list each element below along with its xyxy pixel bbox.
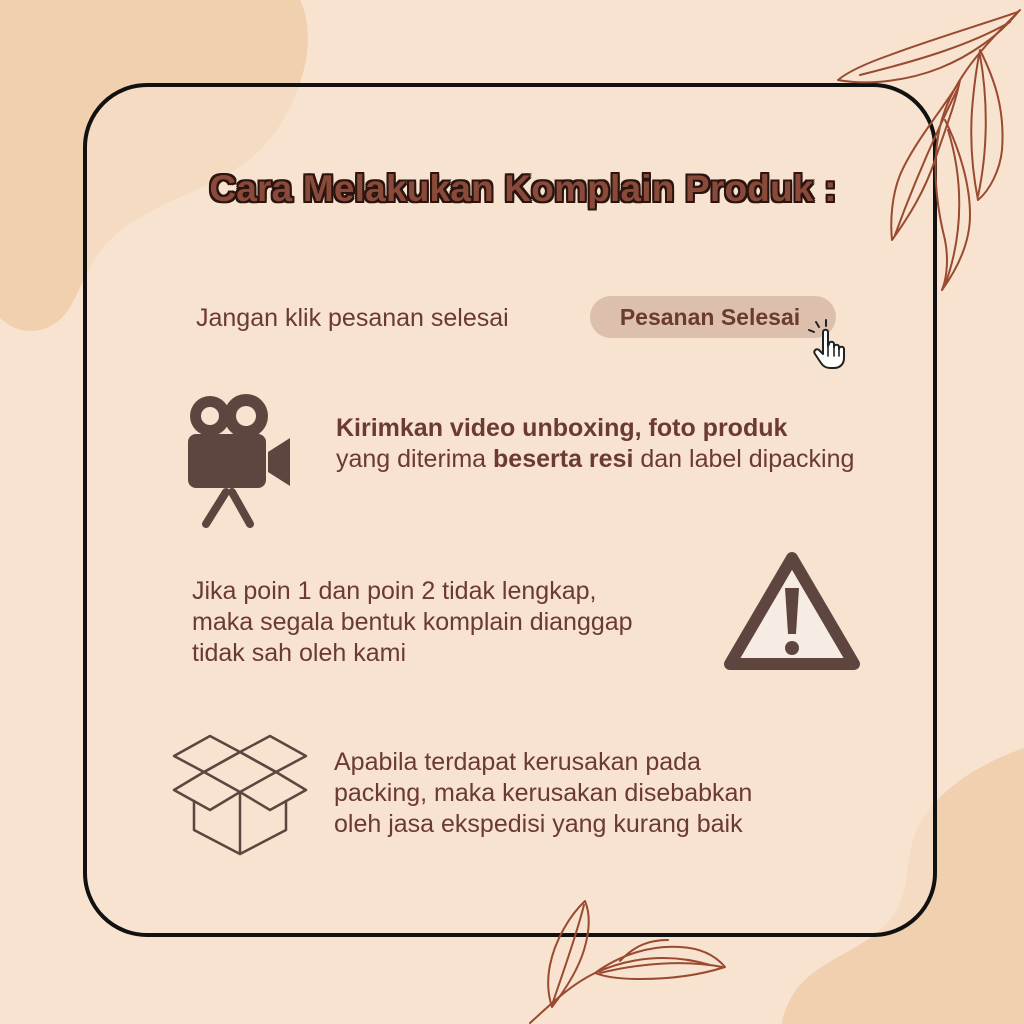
step2-bold-1: Kirimkan video unboxing, foto produk bbox=[336, 414, 788, 442]
step4-line-3: oleh jasa ekspedisi yang kurang baik bbox=[334, 810, 743, 838]
step4-line-2: packing, maka kerusakan disebabkan bbox=[334, 779, 753, 807]
leaf-branch-bottom-icon bbox=[500, 895, 730, 1024]
step4-text bbox=[334, 747, 854, 840]
pesanan-selesai-button[interactable]: Pesanan Selesai bbox=[590, 296, 836, 338]
step2-text bbox=[336, 413, 876, 475]
step2-normal-1: yang diterima bbox=[336, 445, 494, 473]
step3-line-1: Jika poin 1 dan poin 2 tidak lengkap, bbox=[192, 577, 597, 605]
video-camera-icon bbox=[186, 394, 294, 528]
step2-bold-2: beserta resi bbox=[493, 445, 634, 473]
warning-triangle-icon bbox=[722, 550, 862, 674]
step4-line-1: Apabila terdapat kerusakan pada bbox=[334, 748, 701, 776]
step3-line-3: tidak sah oleh kami bbox=[192, 639, 407, 667]
step2-normal-2: dan label dipacking bbox=[633, 445, 855, 473]
open-box-icon bbox=[170, 732, 310, 856]
leaf-branch-top-icon bbox=[820, 0, 1024, 300]
hand-pointer-cursor-icon bbox=[806, 318, 860, 370]
step1-text: Jangan klik pesanan selesai bbox=[196, 304, 509, 332]
step3-text bbox=[192, 576, 712, 669]
page-title: Cara Melakukan Komplain Produk : bbox=[209, 168, 837, 209]
step3-line-2: maka segala bentuk komplain dianggap bbox=[192, 608, 633, 636]
